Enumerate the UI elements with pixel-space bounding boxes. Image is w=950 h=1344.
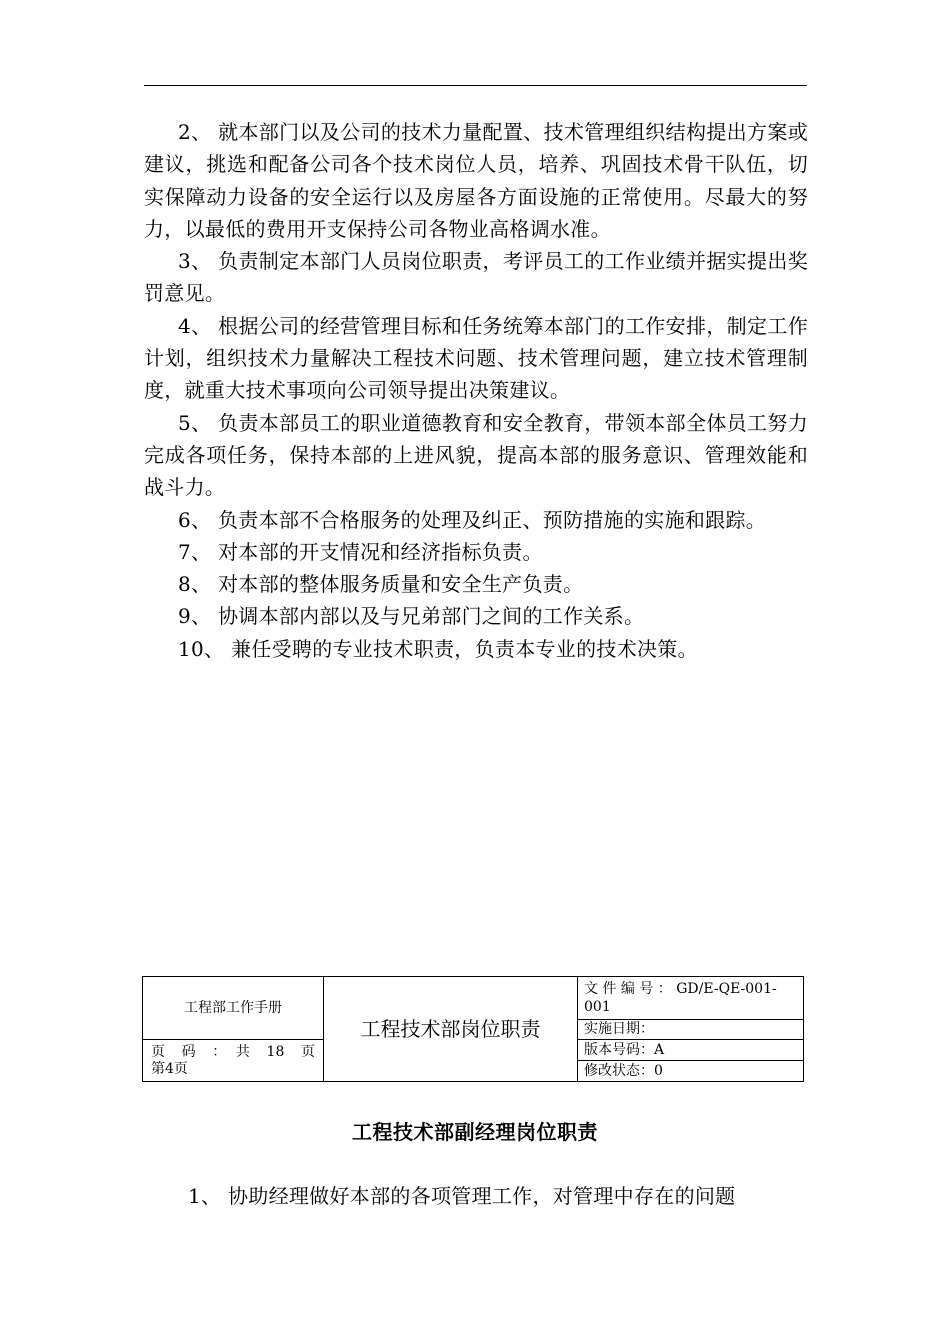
duty-item: 6、 负责本部不合格服务的处理及纠正、预防措施的实施和跟踪。 [178,507,767,532]
duty-item: 5、 负责本部员工的职业道德教育和安全教育，带领本部全体员工努力完成各项任务，保持本部的上进风貌，提高本部的服务意识、管理效能和战斗力。 [144,410,808,500]
page-number: 第4页 [151,1060,188,1077]
duty-item: 10、 兼任受聘的专业技术职责，负责本专业的技术决策。 [178,636,698,661]
duty-item: 7、 对本部的开支情况和经济指标负责。 [178,539,543,564]
revision-status: 修改状态：0 [578,1061,804,1082]
section-title: 工程技术部副经理岗位职责 [352,1120,598,1144]
duty-item: 9、 协调本部内部以及与兄弟部门之间的工作关系。 [178,604,645,629]
page-total: 页 码 ： 共 18 页 [151,1043,315,1060]
header-rule [144,85,807,86]
document-title: 工程技术部岗位职责 [324,977,578,1082]
version-number: 版本号码：A [578,1040,804,1061]
duty-item: 4、 根据公司的经营管理目标和任务统筹本部门的工作安排，制定工作计划，组织技术力量解决工程技术问题、技术管理问题，建立技术管理制度，就重大技术事项向公司领导提出决策建议。 [144,313,808,403]
duties-list [144,116,808,665]
duty-item: 2、 就本部门以及公司的技术力量配置、技术管理组织结构提出方案或建议，挑选和配备公司各个技术岗位人员，培养、巩固技术骨干队伍，切实保障动力设备的安全运行以及房屋各方面设施的正常使用。尽最大的努力，以最低的费用开支保持公司各物业高格调水准。 [144,120,808,241]
implementation-date: 实施日期： [578,1019,804,1039]
duty-item: 3、 负责制定本部门人员岗位职责，考评员工的工作业绩并据实提出奖罚意见。 [144,249,808,306]
deputy-duty-item: 1、 协助经理做好本部的各项管理工作，对管理中存在的问题 [188,1184,736,1208]
document-control-table [142,976,804,1082]
manual-name: 工程部工作手册 [143,977,324,1040]
file-number: 文 件 编 号 ： GD/E-QE-001-001 [578,977,804,1020]
page-count [143,1040,324,1082]
duty-item: 8、 对本部的整体服务质量和安全生产负责。 [178,572,584,597]
